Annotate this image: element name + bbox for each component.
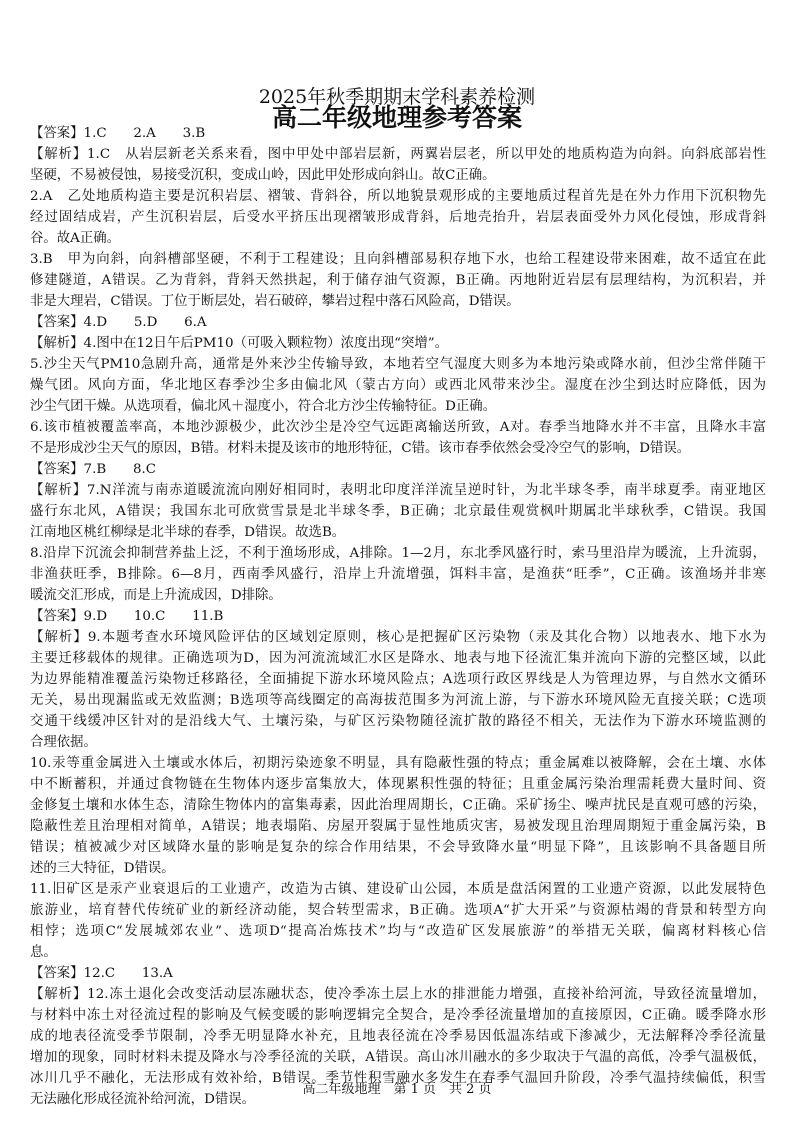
text-line: 【答案】9.D 10.C 11.B	[30, 609, 224, 624]
text-line: 燥气团。风向方面，华北地区春季沙尘多由偏北风（蒙古方向）或西北风带来沙尘。湿度在沙尘到达时应降低，因为	[30, 378, 766, 393]
text-line: 中不断蓄积，并通过食物链在生物体内逐步富集放大，体现累积性强的特征；且重金属污染治理需耗费大量时间、资	[30, 777, 766, 792]
paragraph	[30, 753, 766, 879]
text-line: 5.沙尘天气PM10急剧升高，通常是外来沙尘传输导致，本地若空气湿度大则多为本地污染或降水前，但沙尘常伴随干	[30, 357, 766, 372]
text-line: 10.汞等重金属进入土壤或水体后，初期污染迹象不明显，具有隐蔽性强的特点；重金属难以被降解，会在土壤、水体	[30, 756, 766, 771]
text-line: 江南地区桃红柳绿是北半球的春季，D错误。故选B。	[30, 525, 346, 540]
page-footer: 高二年级地理 第 1 页 共 2 页	[302, 1082, 492, 1097]
text-line: 经过固结成岩，产生沉积岩层，后受水平挤压出现褶皱形成背斜，后地壳抬升，岩层表面受外力风化侵蚀，形成背斜	[30, 210, 766, 225]
text-line: 谷。故A正确。	[30, 231, 121, 246]
text-line: 【解析】12.冻土退化会改变活动层冻融状态，使冷季冻土层上水的排泄能力增强，直接补给河流，导致径流量增加，	[30, 987, 766, 1002]
text-line: 2.A 乙处地质构造主要是沉积岩层、褶皱、背斜谷，所以地貌景观形成的主要地质过程首先是在外力作用下沉积物先	[30, 189, 766, 204]
paragraph	[30, 144, 766, 186]
text-line: 息。	[30, 945, 57, 960]
paragraph	[30, 627, 766, 753]
paragraph	[30, 606, 766, 627]
text-line: 坚硬，不易被侵蚀，易接受沉积，变成山岭，因此甲处形成向斜山。故C正确。	[30, 168, 496, 183]
answer-content	[30, 123, 766, 1110]
text-line: 隐蔽性差且治理相对简单，A错误；地表塌陷、房屋开裂属于显性地质灾害，易被发现且治理周期短于重金属污染，B	[30, 819, 766, 834]
paragraph	[30, 249, 766, 312]
text-line: 为边界能精准覆盖污染物迁移路径，全面捕捉下游水环境风险点；A选项行政区界线是人为管理边界，与自然水文循环	[30, 672, 766, 687]
text-line: 与材料中冻土对径流过程的影响及气候变暖的影响逻辑完全契合，是冷季径流量增加的直接原因，C正确。暖季降水形	[30, 1008, 766, 1023]
text-line: 沙尘气团干燥。从选项看，偏北风＋湿度小，符合北方沙尘传输特征。D正确。	[30, 399, 497, 414]
text-line: 述的三大特征，D错误。	[30, 861, 175, 876]
text-line: 【答案】12.C 13.A	[30, 966, 173, 981]
text-line: 【答案】4.D 5.D 6.A	[30, 315, 207, 330]
text-line: 成的地表径流受季节限制，冷季无明显降水补充，且地表径流在冷季易因低温冻结或下渗减少，无法解释冷季径流量	[30, 1029, 766, 1044]
text-line: 冰川几乎不融化，无法形成有效补给，B错误。季节性积雪融水多发生在春季气温回升阶段，冷季气温持续偏低，积雪	[30, 1071, 766, 1086]
text-line: 无法融化形成径流补给河流，D错误。	[30, 1092, 255, 1107]
text-line: 合理依据。	[30, 735, 97, 750]
text-line: 【解析】4.图中在12日午后PM10（可吸入颗粒物）浓度出现“突增”。	[30, 336, 449, 351]
paragraph	[30, 480, 766, 543]
paragraph	[30, 333, 766, 354]
text-line: 【解析】7.N洋流与南赤道暖流流向刚好相同时，表明北印度洋洋流呈逆时针，为北半球冬季，南半球夏季。南亚地区	[30, 483, 766, 498]
text-line: 盛行东北风，A错误；我国东北可欣赏雪景是北半球冬季，B正确；北京最佳观赏枫叶期属北半球秋季，C错误。我国	[30, 504, 766, 519]
paragraph	[30, 879, 766, 963]
text-line: 增加的现象，同时材料未提及降水与冷季径流的关联，A错误。高山冰川融水的多少取决于气温的高低，冷季气温极低，	[30, 1050, 766, 1065]
text-line: 8.沿岸下沉流会抑制营养盐上泛，不利于渔场形成，A排除。1—2月，东北季风盛行时，索马里沿岸为暖流，上升流弱，	[30, 546, 766, 561]
text-line: 11.旧矿区是汞产业衰退后的工业遗产，改造为古镇、建设矿山公园，本质是盘活闲置的工业遗产资源，以此发展特色	[30, 882, 766, 897]
text-line: 【解析】1.C 从岩层新老关系来看，图中甲处中部岩层新，两翼岩层老，所以甲处的地质构造为向斜。向斜底部岩性	[30, 147, 766, 162]
paragraph	[30, 417, 766, 459]
text-line: 【解析】9.本题考查水环境风险评估的区域划定原则，核心是把握矿区污染物（汞及其化合物）以地表水、地下水为	[30, 630, 766, 645]
text-line: 非渔获旺季，B排除。6—8月，西南季风盛行，沿岸上升流增强，饵料丰富，是渔获“旺季”，C正确。该渔场并非寒	[30, 567, 766, 582]
text-line: 交通干线缓冲区针对的是沿线大气、土壤污染，与矿区污染物随径流扩散的路径不相关，无法作为下游水环境监测的	[30, 714, 766, 729]
text-line: 金修复土壤和水体生态，清除生物体内的富集毒素，因此治理周期长，C正确。采矿扬尘、噪声扰民是直观可感的污染，	[30, 798, 766, 813]
exam-title: 2025年秋季期期末学科素养检测	[258, 86, 536, 108]
paragraph	[30, 123, 766, 144]
paragraph	[30, 312, 766, 333]
text-line: 错误；植被减少对区域降水量的影响是复杂的综合作用结果，不会导致降水量“明显下降”，且该影响不具备题目所	[30, 840, 766, 855]
paragraph	[30, 186, 766, 249]
document-title: 高二年级地理参考答案	[271, 103, 522, 132]
text-line: 旅游业，培育替代传统矿业的新经济动能，契合转型需求，B正确。选项A“扩大开采”与资源枯竭的背景和转型方向	[30, 903, 766, 918]
text-line: 3.B 甲为向斜，向斜槽部坚硬，不利于工程建设；且向斜槽部易积存地下水，也给工程建设带来困难，故不适宜在此	[30, 252, 766, 267]
paragraph	[30, 963, 766, 984]
text-line: 主要迁移载体的规律。正确选项为D，因为河流流域汇水区是降水、地表与地下径流汇集并流向下游的完整区域，以此	[30, 651, 766, 666]
text-line: 非是大理岩，C错误。丁位于断层处，岩石破碎，攀岩过程中落石风险高，D错误。	[30, 294, 520, 309]
text-line: 暖流交汇形成，而是上升流成因，D排除。	[30, 588, 282, 603]
paragraph	[30, 543, 766, 606]
text-line: 相悖；选项C“发展城郊农业”、选项D“提高冶炼技术”均与“改造矿区发展旅游”的举措无关联，偏离材料核心信	[30, 924, 766, 939]
text-line: 6.该市植被覆盖率高，本地沙源极少，此次沙尘是冷空气远距离输送所致，A对。春季当地降水并不丰富，且降水丰富	[30, 420, 766, 435]
paragraph	[30, 459, 766, 480]
text-line: 无关，易出现漏监或无效监测；B选项等高线圈定的高海拔范围多为河流上游，与下游水环境风险无直接关联；C选项	[30, 693, 766, 708]
text-line: 修建隧道，A错误。乙为背斜，背斜天然拱起，利于储存油气资源，B正确。丙地附近岩层有层理结构，为沉积岩，并	[30, 273, 766, 288]
paragraph	[30, 354, 766, 417]
text-line: 【答案】1.C 2.A 3.B	[30, 126, 206, 141]
text-line: 不是形成沙尘天气的原因，B错。材料未提及该市的地形特征，C错。该市春季依然会受冷空气的影响，D错误。	[30, 441, 691, 456]
text-line: 【答案】7.B 8.C	[30, 462, 156, 477]
